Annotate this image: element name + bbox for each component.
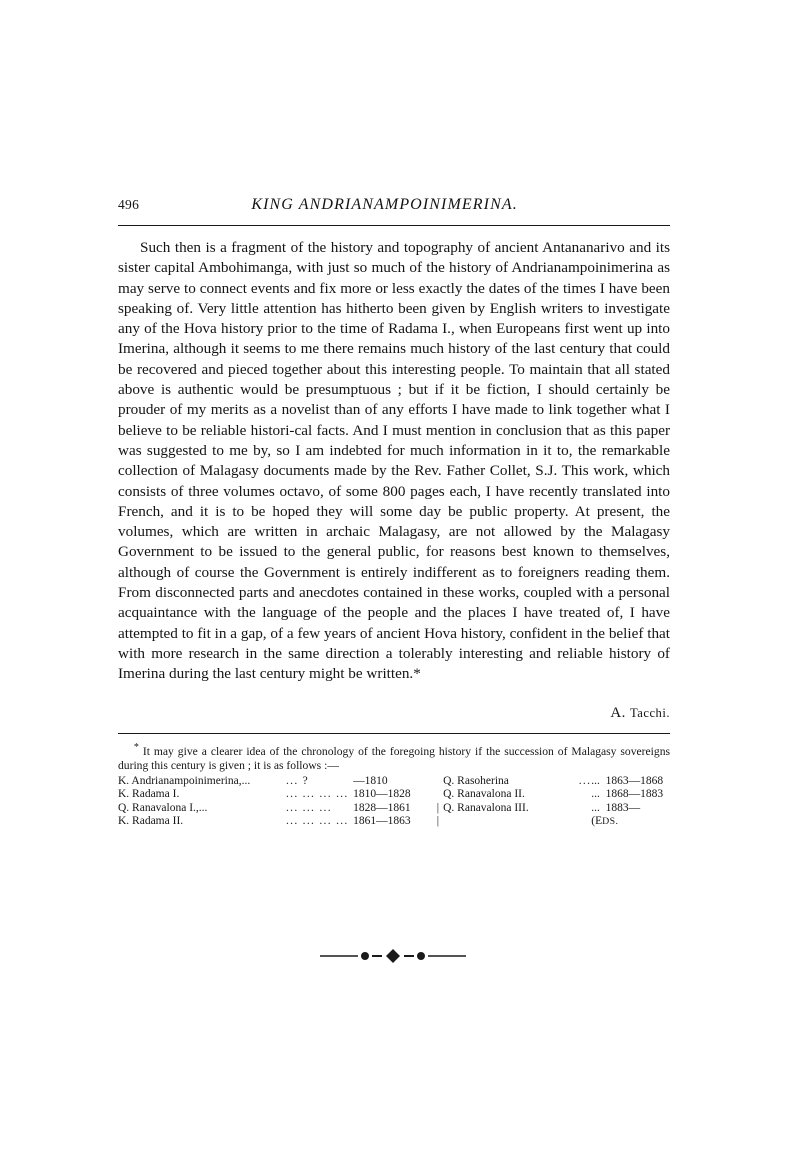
- sovereign-name-left: K. Andrianampoinimerina,...: [118, 775, 251, 787]
- sovereign-dates-left: 1861—1863: [353, 815, 411, 828]
- column-divider: [433, 775, 443, 788]
- page-header: [118, 196, 670, 214]
- table-row: [118, 802, 670, 815]
- sovereign-dates-right-value: 1868—1883: [605, 788, 664, 801]
- sovereign-dates-right-value: 1883—: [605, 801, 641, 814]
- running-title: KING ANDRIANAMPOINIMERINA.: [251, 196, 518, 213]
- table-row: [118, 815, 670, 828]
- sovereign-dots-right: [556, 802, 591, 815]
- sovereign-dots-right-lead: ...: [591, 801, 600, 814]
- footnote-marker: *: [133, 742, 139, 753]
- sovereign-dots-left: ... ... ...: [285, 801, 332, 814]
- sovereign-dots-right-lead: ...: [591, 775, 600, 787]
- signature-initial: A.: [610, 705, 630, 721]
- sovereign-name-right: [443, 815, 556, 828]
- sovereign-dots-right: ...: [578, 775, 592, 787]
- table-row: [118, 788, 670, 801]
- sovereign-name-right: Q. Ranavalona II.: [443, 788, 525, 801]
- footnote: [118, 741, 670, 774]
- sovereign-dots-right: [556, 815, 591, 828]
- sovereign-dates-left: 1810—1828: [353, 788, 411, 801]
- sovereign-dates-left: —1810: [353, 775, 388, 787]
- sovereigns-table: [118, 775, 670, 829]
- sovereign-dates-right: [591, 775, 670, 788]
- page-number: 496: [118, 197, 140, 212]
- editors-note: (EDS.: [591, 815, 619, 828]
- footnote-text: It may give a clearer idea of the chronology of the foregoing history if the succession of Malagasy sovereigns during this century is given ; it is as follows :—: [118, 744, 671, 773]
- sovereign-name-left: K. Radama I.: [118, 788, 180, 801]
- sovereign-name-right: Q. Rasoherina: [443, 775, 509, 787]
- sovereign-dates-right: [591, 802, 670, 815]
- sovereign-dots-left: ... ?: [285, 775, 310, 787]
- sovereign-dates-left: 1828—1861: [353, 801, 411, 814]
- sovereign-dots-left: ... ... ... ...: [285, 788, 349, 801]
- sovereign-dates-right: [591, 788, 670, 801]
- sovereign-dates-right-value: 1863—1868: [605, 775, 664, 787]
- ornament-icon: [318, 948, 468, 964]
- column-divider: |: [436, 815, 440, 828]
- table-row: [118, 775, 670, 788]
- column-divider: |: [436, 801, 440, 814]
- body-text: [118, 238, 670, 685]
- sovereign-dots-right-lead: ...: [591, 788, 600, 801]
- column-divider: [433, 788, 443, 801]
- sovereign-name-left: Q. Ranavalona I.,...: [118, 801, 208, 814]
- sovereign-dots-left: ... ... ... ...: [285, 815, 349, 828]
- footnote-rule: [118, 733, 670, 734]
- ornament-divider: [0, 948, 785, 969]
- header-rule: [118, 225, 670, 226]
- sovereign-dots-right: [556, 788, 591, 801]
- sovereign-name-left: K. Radama II.: [118, 815, 184, 828]
- sovereign-name-right: Q. Ranavalona III.: [443, 801, 529, 814]
- body-paragraph: Such then is a fragment of the history and topography of ancient Antananarivo and its sister capital Ambohimanga, with just so much of the history of Andrianampoinimerina as may serve to connect events and fix more or less exactly the dates of the times I have been speaking of. Very little attention has hitherto been given by English writers to investigate any of the Hova history prior to the time of Radama I., when Europeans first went up into Imerina, although it seems to me there remains much history of the last century that could be recovered and pieced together about this interesting people. To maintain that all stated above is authentic would be presumptuous ; but if it be fiction, I should certainly be prouder of my merits as a novelist than of any efforts I have made to link together what I believe to be reliable histori-cal facts. And I must mention in conclusion that as this paper was suggested to me by, so I am indebted for much information in it to, the remarkable collection of Malagasy documents made by the Rev. Father Collet, S.J. This work, which consists of three volumes octavo, of some 800 pages each, I have recently translated into French, and it is to be hoped they will some day be public property. At present, the volumes, which are written in archaic Malagasy, are not allowed by the Malagasy Government to be issued to the general public, for reasons best known to themselves, although of course the Government is entirely indifferent as to foreigners reading them. From disconnected parts and anecdotes contained in these works, coupled with a personal acquaintance with the language of the people and the places I have treated of, I have attempted to fit in a gap, of a few years of ancient Hova history, confident in the belief that with more research in the same direction a tolerably interesting and reliable history of Imerina during the last century might be written.*: [118, 239, 670, 683]
- signature-surname: Tacchi.: [629, 706, 670, 720]
- author-signature: [118, 705, 698, 722]
